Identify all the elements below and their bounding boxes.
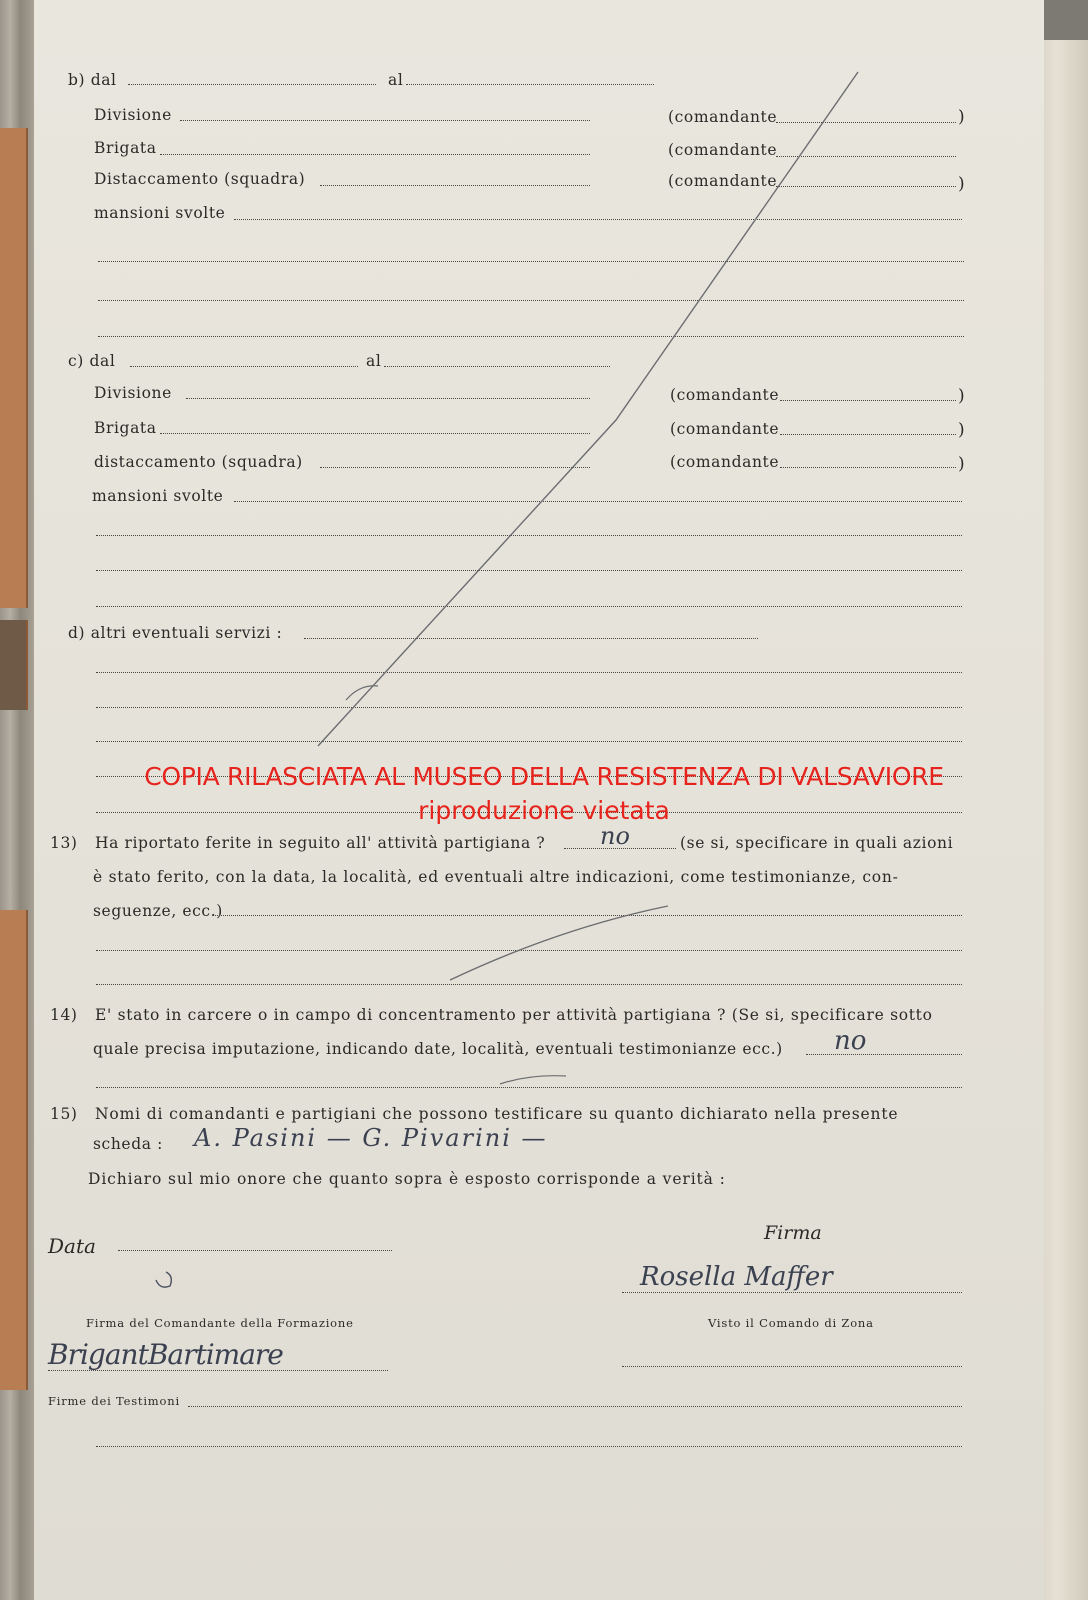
declaration-text: Dichiaro sul mio onore che quanto sopra è esposto corrisponde a verità : [88, 1170, 726, 1188]
q13-text: Ha riportato ferite in seguito all' attività partigiana ? [95, 834, 546, 852]
q15-text: Nomi di comandanti e partigiani che possono testificare su quanto dichiarato nella presente [95, 1105, 899, 1123]
comandante-label: (comandante [668, 108, 778, 126]
comandante-label: (comandante [670, 420, 780, 438]
brigata-label: Brigata [94, 419, 157, 437]
close-paren: ) [958, 420, 965, 440]
q15-number: 15) [50, 1105, 78, 1123]
brigata-label: Brigata [94, 139, 157, 157]
strike-line [318, 72, 858, 746]
comandante-label: (comandante [668, 172, 778, 190]
divisione-label: Divisione [94, 384, 172, 402]
close-paren: ) [958, 107, 965, 127]
q13-text: (se si, specificare in quali azioni [680, 834, 954, 852]
q14-text: quale precisa imputazione, indicando date, località, eventuali testimonianze ecc.) [93, 1040, 783, 1058]
q13-text: seguenze, ecc.) [93, 902, 223, 920]
firma-comandante-label: Firma del Comandante della Formazione [86, 1316, 354, 1330]
q13-number: 13) [50, 834, 78, 852]
signature: Rosella Maffer [640, 1262, 833, 1292]
q14-number: 14) [50, 1006, 78, 1024]
divisione-label: Divisione [94, 106, 172, 124]
al-label: al [366, 352, 382, 370]
distaccamento-label: Distaccamento (squadra) [94, 170, 306, 188]
watermark-line2: riproduzione vietata [418, 796, 670, 825]
comandante-label: (comandante [670, 386, 780, 404]
q14-answer: no [834, 1026, 867, 1056]
firme-testimoni-label: Firme dei Testimoni [48, 1394, 180, 1408]
q14-text: E' stato in carcere o in campo di concentramento per attività partigiana ? (Se si, specificare sotto [95, 1006, 933, 1024]
initial-mark [156, 1272, 171, 1287]
section-d-label: d) altri eventuali servizi : [68, 624, 283, 642]
q15-witnesses: A. Pasini — G. Pivarini — [194, 1124, 548, 1152]
visto-label: Visto il Comando di Zona [708, 1316, 874, 1330]
close-paren: ) [958, 454, 965, 474]
commander-signature: BrigantBartimare [48, 1338, 283, 1371]
comandante-label: (comandante [668, 141, 778, 159]
close-paren: ) [958, 174, 965, 194]
section-c-label: c) dal [68, 352, 116, 370]
mansioni-label: mansioni svolte [94, 204, 226, 222]
mansioni-label: mansioni svolte [92, 487, 224, 505]
q13-text: è stato ferito, con la data, la località, ed eventuali altre indicazioni, come testimonianze, con- [93, 868, 899, 886]
section-b-label: b) dal [68, 71, 117, 89]
firma-label: Firma [764, 1222, 822, 1244]
strike-line [450, 906, 668, 980]
data-label: Data [48, 1234, 96, 1258]
close-paren: ) [958, 386, 965, 406]
comandante-label: (comandante [670, 453, 780, 471]
q13-answer: no [600, 822, 630, 850]
watermark-line1: COPIA RILASCIATA AL MUSEO DELLA RESISTENZA DI VALSAVIORE [144, 762, 944, 791]
distaccamento-label: distaccamento (squadra) [94, 453, 303, 471]
strike-line [500, 1076, 566, 1084]
q15-text: scheda : [93, 1135, 163, 1153]
al-label: al [388, 71, 404, 89]
